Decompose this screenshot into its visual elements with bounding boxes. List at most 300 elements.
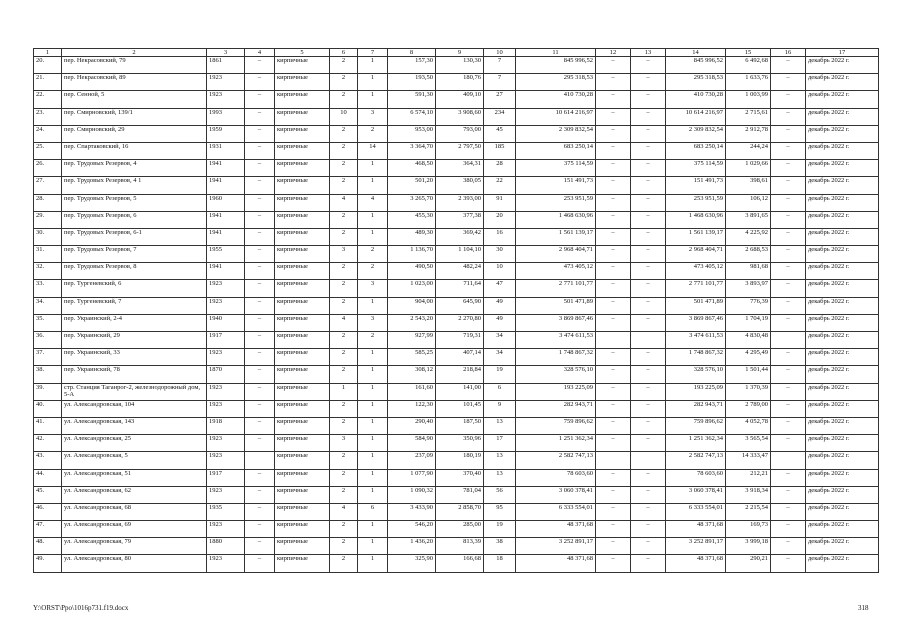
table-cell: декабрь 2022 г. [806,383,879,400]
table-cell: – [596,538,631,555]
address-cell: пер. Трудовых Резервов, 4 [62,160,207,177]
column-number: 5 [275,49,330,57]
table-cell: 282 943,71 [516,400,596,417]
table-cell: 253 951,59 [516,194,596,211]
table-cell: 473 405,12 [516,263,596,280]
table-cell: декабрь 2022 г. [806,521,879,538]
table-cell: декабрь 2022 г. [806,349,879,366]
table-cell: – [631,503,666,520]
table-cell: кирпичные [275,228,330,245]
table-row [34,74,879,91]
table-cell: 1 [358,400,388,417]
table-cell: – [596,349,631,366]
table-cell: 2 [358,125,388,142]
table-cell: 78 603,60 [516,469,596,486]
table-cell: 2 [330,555,358,572]
table-cell: 645,90 [436,297,484,314]
table-cell: 468,50 [388,160,436,177]
table-cell: – [631,486,666,503]
address-cell: пер. Трудовых Резервов, 7 [62,246,207,263]
table-cell: 2 [330,211,358,228]
table-cell: – [631,280,666,297]
table-cell: – [771,400,806,417]
table-cell: 1923 [207,486,245,503]
table-cell: 1923 [207,555,245,572]
table-cell: декабрь 2022 г. [806,160,879,177]
table-cell: 1 [358,57,388,74]
table-cell: 1 748 867,32 [666,349,726,366]
table-cell: 1 [358,383,388,400]
table-cell: – [596,194,631,211]
table-cell: 585,25 [388,349,436,366]
table-cell: – [596,417,631,434]
table-cell: 10 [484,263,516,280]
table-cell: – [771,228,806,245]
table-cell: 1941 [207,177,245,194]
table-cell: 482,24 [436,263,484,280]
document-path: Y:\ORST\Ppo\1016p731.f19.docx [33,604,129,612]
table-cell: – [245,142,275,159]
table-row [34,435,879,452]
table-cell: 683 250,14 [666,142,726,159]
table-cell: 2 [330,263,358,280]
table-cell: 56 [484,486,516,503]
table-cell: – [771,142,806,159]
table-cell: декабрь 2022 г. [806,194,879,211]
table-cell [771,452,806,469]
table-cell: – [771,177,806,194]
table-row [34,332,879,349]
table-cell: 1 501,44 [726,366,771,383]
table-cell: – [771,349,806,366]
table-cell: 49. [34,555,62,572]
column-number: 11 [516,49,596,57]
table-cell: декабрь 2022 г. [806,417,879,434]
table-cell: 781,04 [436,486,484,503]
table-cell: декабрь 2022 г. [806,74,879,91]
table-cell: – [245,228,275,245]
table-cell: 36. [34,332,62,349]
table-cell: – [596,211,631,228]
table-cell: 2 [330,332,358,349]
table-cell: – [245,366,275,383]
table-cell: 2 215,54 [726,503,771,520]
table-row [34,366,879,383]
table-cell: 410 730,28 [666,91,726,108]
table-cell: декабрь 2022 г. [806,263,879,280]
table-cell: 410 730,28 [516,91,596,108]
table-cell: 7 [484,57,516,74]
table-cell: кирпичные [275,91,330,108]
table-cell: 845 996,52 [516,57,596,74]
table-cell: 845 996,52 [666,57,726,74]
table-cell: 2 [330,400,358,417]
table-cell: – [771,211,806,228]
address-cell: пер. Смирновский, 29 [62,125,207,142]
table-cell: 1917 [207,469,245,486]
table-cell: 122,30 [388,400,436,417]
table-cell: 19 [484,366,516,383]
address-cell: пер. Украинский, 33 [62,349,207,366]
table-cell: – [245,383,275,400]
table-cell: 9 [484,400,516,417]
table-cell: 2 [330,160,358,177]
table-cell: 253 951,59 [666,194,726,211]
table-cell: – [596,280,631,297]
table-cell: – [245,538,275,555]
table-cell: 1861 [207,57,245,74]
table-cell: – [771,521,806,538]
table-cell: декабрь 2022 г. [806,435,879,452]
table-cell: – [596,521,631,538]
table-cell: 3 908,60 [436,108,484,125]
table-row [34,555,879,572]
table-row [34,314,879,331]
table-cell: кирпичные [275,57,330,74]
table-cell [631,452,666,469]
column-number: 2 [62,49,207,57]
table-cell: 501,20 [388,177,436,194]
table-cell: 17 [484,435,516,452]
table-cell: – [245,280,275,297]
table-cell: 290,21 [726,555,771,572]
table-cell: декабрь 2022 г. [806,332,879,349]
table-cell: 32. [34,263,62,280]
table-cell: 2 393,00 [436,194,484,211]
table-cell: 3 474 611,53 [516,332,596,349]
table-cell: 2 [330,177,358,194]
table-cell: 47. [34,521,62,538]
table-cell: кирпичные [275,142,330,159]
address-cell: пер. Некрасовский, 79 [62,57,207,74]
table-cell: 1 [358,452,388,469]
table-cell: декабрь 2022 г. [806,211,879,228]
table-cell: 28. [34,194,62,211]
housing-table [33,48,879,573]
table-cell: декабрь 2022 г. [806,366,879,383]
table-cell: 2 582 747,13 [666,452,726,469]
table-cell: 759 896,62 [516,417,596,434]
table-cell: – [771,503,806,520]
table-cell: – [596,314,631,331]
table-cell: 308,12 [388,366,436,383]
table-cell: 3 060 378,41 [666,486,726,503]
table-cell: 1923 [207,91,245,108]
table-row [34,452,879,469]
table-cell: 13 [484,452,516,469]
table-cell: 380,05 [436,177,484,194]
table-cell: – [596,263,631,280]
table-cell: 407,14 [436,349,484,366]
table-cell: – [771,469,806,486]
table-cell: 151 491,73 [666,177,726,194]
table-cell: – [631,297,666,314]
table-cell: – [631,435,666,452]
table-cell: 1959 [207,125,245,142]
column-number: 3 [207,49,245,57]
address-cell: ул. Александровская, 79 [62,538,207,555]
table-cell: 234 [484,108,516,125]
table-row [34,211,879,228]
table-cell: 2 797,50 [436,142,484,159]
table-cell: 30. [34,228,62,245]
address-cell: ул. Александровская, 68 [62,503,207,520]
table-cell: – [245,314,275,331]
table-cell: кирпичные [275,417,330,434]
table-cell: декабрь 2022 г. [806,57,879,74]
table-cell: 10 614 216,97 [516,108,596,125]
table-cell: 10 [330,108,358,125]
table-cell: 1 029,66 [726,160,771,177]
table-cell: декабрь 2022 г. [806,555,879,572]
table-cell: 4 [330,503,358,520]
table-cell: 6 [358,503,388,520]
table-row [34,160,879,177]
table-cell: 455,30 [388,211,436,228]
table-row [34,246,879,263]
table-cell: 1 [358,177,388,194]
table-cell: – [245,297,275,314]
table-cell: 37. [34,349,62,366]
table-cell: кирпичные [275,503,330,520]
table-cell: 49 [484,314,516,331]
table-cell: 3 893,97 [726,280,771,297]
table-cell: 45 [484,125,516,142]
table-cell: 1 003,99 [726,91,771,108]
table-cell: – [245,555,275,572]
table-cell: 1917 [207,332,245,349]
table-cell: 166,68 [436,555,484,572]
table-cell: 1941 [207,160,245,177]
table-cell: кирпичные [275,349,330,366]
table-cell: – [771,108,806,125]
table-cell: кирпичные [275,160,330,177]
table-cell: 1941 [207,228,245,245]
table-cell: 2 [330,366,358,383]
table-cell: 24. [34,125,62,142]
table-cell: 2 [330,469,358,486]
table-cell: 49 [484,297,516,314]
table-cell: 683 250,14 [516,142,596,159]
table-cell: 2 [330,486,358,503]
table-cell: – [596,486,631,503]
table-row [34,349,879,366]
table-cell: – [771,383,806,400]
table-cell: – [631,263,666,280]
table-cell: 2 771 101,77 [666,280,726,297]
table-cell: – [245,400,275,417]
table-cell: кирпичные [275,125,330,142]
table-cell: 2 [330,349,358,366]
table-cell: 28 [484,160,516,177]
table-row [34,521,879,538]
table-cell: 953,00 [388,125,436,142]
table-cell: 27 [484,91,516,108]
address-cell: пер. Трудовых Резервов, 4 1 [62,177,207,194]
address-cell: пер. Сенной, 5 [62,91,207,108]
table-cell: – [245,503,275,520]
table-cell: 2 [330,297,358,314]
table-cell: 3 [358,280,388,297]
table-cell: 711,64 [436,280,484,297]
table-cell: – [596,142,631,159]
table-cell: – [771,538,806,555]
table-cell: кирпичные [275,194,330,211]
column-number: 7 [358,49,388,57]
table-cell: – [771,280,806,297]
table-cell: 904,00 [388,297,436,314]
table-cell: 398,61 [726,177,771,194]
table-cell: 48 371,68 [666,521,726,538]
table-cell: кирпичные [275,108,330,125]
table-cell: 1 077,90 [388,469,436,486]
table-cell: декабрь 2022 г. [806,452,879,469]
table-cell: 1941 [207,211,245,228]
table-cell: 40. [34,400,62,417]
table-cell: 1 370,39 [726,383,771,400]
table-cell: 46. [34,503,62,520]
table-cell: 91 [484,194,516,211]
table-cell: 501 471,89 [516,297,596,314]
table-cell: 1 [358,366,388,383]
table-cell: 4 [330,194,358,211]
table-cell: – [631,160,666,177]
table-cell: 45. [34,486,62,503]
address-cell: пер. Украинский, 29 [62,332,207,349]
page-number: 318 [858,604,869,612]
table-cell: 41. [34,417,62,434]
table-cell: декабрь 2022 г. [806,280,879,297]
table-cell [596,332,631,349]
table-cell: – [771,246,806,263]
table-cell: 377,38 [436,211,484,228]
table-cell: – [596,400,631,417]
table-cell: 1940 [207,314,245,331]
table-cell: 1 748 867,32 [516,349,596,366]
table-cell: кирпичные [275,400,330,417]
table-cell: 2 [358,246,388,263]
table-cell: кирпичные [275,452,330,469]
table-cell: 13 [484,469,516,486]
table-cell: 30 [484,246,516,263]
table-cell: декабрь 2022 г. [806,297,879,314]
table-cell: 130,30 [436,57,484,74]
table-cell: 3 869 867,46 [516,314,596,331]
table-cell: 3 265,70 [388,194,436,211]
address-cell: пер. Трудовых Резервов, 5 [62,194,207,211]
table-cell: – [631,521,666,538]
table-cell: 141,00 [436,383,484,400]
table-cell: 1 [358,211,388,228]
table-cell: 2 [330,57,358,74]
address-cell: ул. Александровская, 104 [62,400,207,417]
column-number: 13 [631,49,666,57]
table-cell: 20 [484,211,516,228]
table-cell [771,332,806,349]
column-number-row [34,49,879,57]
table-cell: 42. [34,435,62,452]
address-cell: ул. Александровская, 80 [62,555,207,572]
table-cell: 3 [330,435,358,452]
table-cell: 2 582 747,13 [516,452,596,469]
table-cell: – [245,108,275,125]
table-row [34,57,879,74]
table-row [34,108,879,125]
column-number: 10 [484,49,516,57]
table-cell: – [631,108,666,125]
table-cell: – [245,435,275,452]
table-cell: кирпичные [275,469,330,486]
table-cell: 78 603,60 [666,469,726,486]
table-cell: кирпичные [275,314,330,331]
table-cell: кирпичные [275,263,330,280]
table-cell: 409,10 [436,91,484,108]
address-cell: пер. Трудовых Резервов, 8 [62,263,207,280]
table-cell: 370,40 [436,469,484,486]
table-cell: – [631,228,666,245]
table-cell: 29. [34,211,62,228]
table-cell: 19 [484,521,516,538]
table-cell: кирпичные [275,435,330,452]
table-cell: 3 433,90 [388,503,436,520]
table-cell: – [596,74,631,91]
table-row [34,228,879,245]
table-cell: 591,30 [388,91,436,108]
table-cell: 4 225,92 [726,228,771,245]
table-cell: 290,40 [388,417,436,434]
table-cell [245,452,275,469]
table-row [34,91,879,108]
table-cell: – [631,383,666,400]
table-cell: 47 [484,280,516,297]
table-cell: 1955 [207,246,245,263]
table-cell: – [771,160,806,177]
table-row [34,469,879,486]
table-cell: декабрь 2022 г. [806,503,879,520]
table-cell: 1 [358,74,388,91]
table-cell: 48 371,68 [516,521,596,538]
address-cell: ул. Александровская, 143 [62,417,207,434]
table-cell: декабрь 2022 г. [806,177,879,194]
table-cell: 2 543,20 [388,314,436,331]
table-cell: кирпичные [275,211,330,228]
table-cell: 1 [358,486,388,503]
table-cell: 39. [34,383,62,400]
table-cell: 22 [484,177,516,194]
table-cell: 4 295,49 [726,349,771,366]
table-cell: 38. [34,366,62,383]
table-cell: декабрь 2022 г. [806,486,879,503]
table-row [34,486,879,503]
table-cell: декабрь 2022 г. [806,125,879,142]
table-cell: – [771,314,806,331]
table-cell: – [631,417,666,434]
table-cell: – [596,91,631,108]
column-number: 8 [388,49,436,57]
table-cell: 14 [358,142,388,159]
table-cell: 2 715,61 [726,108,771,125]
table-cell: 48. [34,538,62,555]
table-cell: – [631,142,666,159]
table-cell: – [245,177,275,194]
table-cell: – [771,555,806,572]
table-cell: 1935 [207,503,245,520]
table-cell: 48 371,68 [666,555,726,572]
table-cell: кирпичные [275,555,330,572]
table-cell: 180,19 [436,452,484,469]
table-cell: 34 [484,349,516,366]
table-cell: 44. [34,469,62,486]
